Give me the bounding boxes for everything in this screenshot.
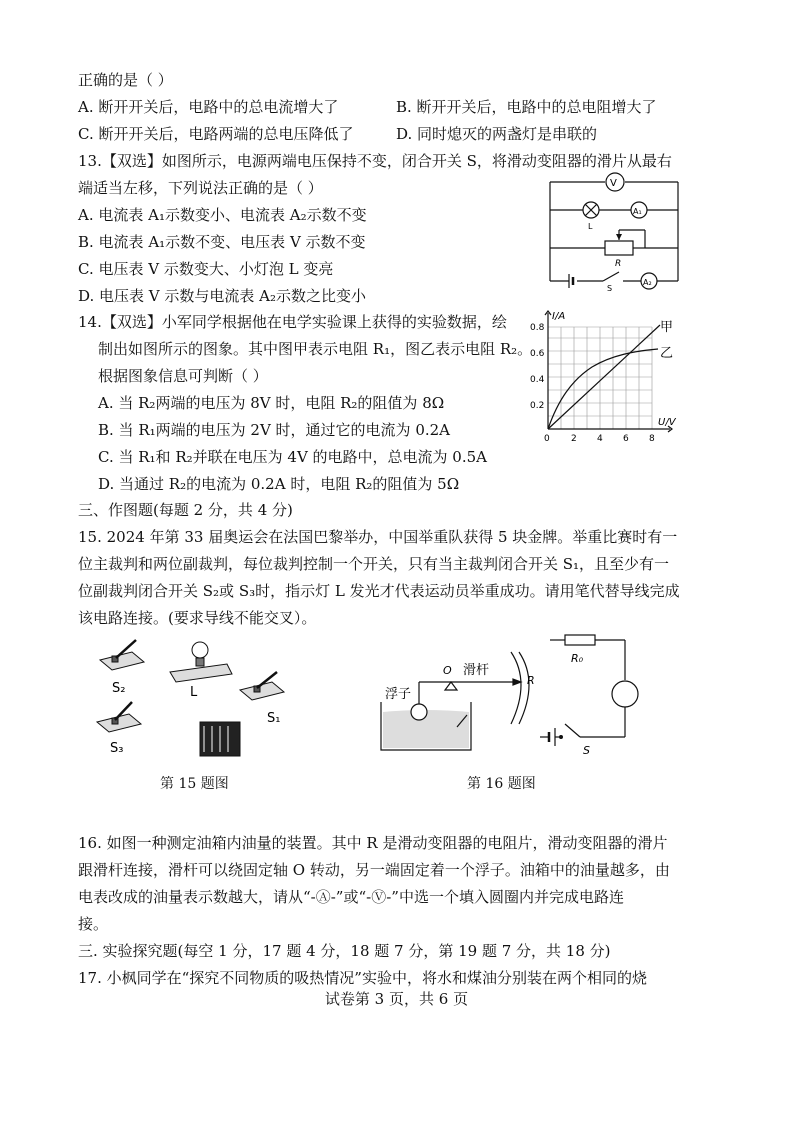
text-line-l4: 端适当左移，下列说法正确的是（ ） xyxy=(78,179,323,197)
text-line-l16: 三、作图题(每题 2 分，共 4 分) xyxy=(78,501,293,519)
fig16-s: S xyxy=(583,744,590,757)
figure-14-graph xyxy=(530,305,690,445)
fig14-xtick-1: 2 xyxy=(571,434,577,444)
text-line-l14: C. 当 R₁和 R₂并联在电压为 4V 的电路中，总电流为 0.5A xyxy=(98,448,487,466)
figure-15-components xyxy=(92,632,302,767)
fig13-l-label: L xyxy=(588,222,593,231)
text-line-l10: 制出如图所示的图象。其中图甲表示电阻 R₁，图乙表示电阻 R₂。 xyxy=(98,340,533,358)
fig13-v-label: V xyxy=(610,178,617,189)
text-line-l5: A. 电流表 A₁示数变小、电流表 A₂示数不变 xyxy=(78,206,367,224)
fig14-xtick-3: 6 xyxy=(623,434,629,444)
text-line-l1b: B. 断开开关后，电路中的总电阻增大了 xyxy=(396,98,657,116)
text-line-l19: 位副裁判闭合开关 S₂或 S₃时，指示灯 L 发光才代表运动员举重成功。请用笔代替导线完成 xyxy=(78,582,680,600)
text-line-l2b: D. 同时熄灭的两盏灯是串联的 xyxy=(396,125,598,143)
figure-13-circuit xyxy=(545,168,685,293)
text-line-l22: 跟滑杆连接，滑杆可以绕固定轴 O 转动，另一端固定着一个浮子。油箱中的油量越多，由 xyxy=(78,861,670,879)
text-line-l9: 14.【双选】小军同学根据他在电学实验课上获得的实验数据，绘 xyxy=(78,313,507,331)
text-line-l15: D. 当通过 R₂的电流为 0.2A 时，电阻 R₂的阻值为 5Ω xyxy=(98,475,460,493)
text-line-l6: B. 电流表 A₁示数不变、电压表 V 示数不变 xyxy=(78,233,366,251)
fig15-s1: S₁ xyxy=(267,711,281,726)
fig14-series-jia: 甲 xyxy=(660,320,674,335)
fig16-o: O xyxy=(443,664,452,677)
page-footer: 试卷第 3 页，共 6 页 xyxy=(324,990,469,1008)
text-line-l24: 接。 xyxy=(78,915,109,933)
fig13-s-label: S xyxy=(607,284,613,293)
fig14-series-yi: 乙 xyxy=(660,346,674,361)
line-yi xyxy=(548,349,658,429)
fig13-r-label: R xyxy=(615,259,622,269)
fig14-ytick-3: 0.8 xyxy=(530,323,545,333)
text-line-l18: 位主裁判和两位副裁判，每位裁判控制一个开关，只有当主裁判闭合开关 S₁，且至少有一 xyxy=(78,555,670,573)
fig16-r0: R₀ xyxy=(571,652,584,665)
text-line-l26: 17. 小枫同学在“探究不同物质的吸热情况”实验中，将水和煤油分别装在两个相同的烧 xyxy=(78,969,647,987)
text-line-l23: 电表改成的油量表示数越大，请从“-Ⓐ-”或“-Ⓥ-”中选一个填入圆圈内并完成电路连 xyxy=(78,888,624,906)
fig13-a2-label: A₂ xyxy=(643,278,652,287)
fig14-xtick-4: 8 xyxy=(649,434,655,444)
text-line-l11: 根据图象信息可判断（ ） xyxy=(98,367,268,385)
text-line-l1a: A. 断开开关后，电路中的总电流增大了 xyxy=(78,98,339,116)
fig14-xtick-2: 4 xyxy=(597,434,603,444)
fig16-rod: 滑杆 xyxy=(463,663,490,678)
text-line-l21: 16. 如图一种测定油箱内油量的装置。其中 R 是滑动变阻器的电阻片，滑动变阻器的滑片 xyxy=(78,834,668,852)
text-line-l0: 正确的是（ ） xyxy=(78,71,173,89)
fig16-r: R xyxy=(527,674,535,687)
text-line-l13: B. 当 R₁两端的电压为 2V 时，通过它的电流为 0.2A xyxy=(98,421,451,439)
text-line-l12: A. 当 R₂两端的电压为 8V 时，电阻 R₂的阻值为 8Ω xyxy=(98,394,445,412)
fig15-l: L xyxy=(190,685,198,700)
fig16-float: 浮子 xyxy=(385,687,412,702)
fig14-ytick-2: 0.6 xyxy=(530,349,545,359)
text-line-l7: C. 电压表 V 示数变大、小灯泡 L 变亮 xyxy=(78,260,334,278)
text-line-l3: 13.【双选】如图所示，电源两端电压保持不变，闭合开关 S，将滑动变阻器的滑片从最右 xyxy=(78,152,672,170)
figure-16-oil-gauge xyxy=(375,632,645,757)
fig15-caption: 第 15 题图 xyxy=(160,776,229,792)
fig14-ylabel: I/A xyxy=(552,311,566,322)
text-line-l25: 三. 实验探究题(每空 1 分，17 题 4 分，18 题 7 分，第 19 题 7 分，共 18 分) xyxy=(78,942,611,960)
fig14-ytick-1: 0.4 xyxy=(530,375,545,385)
fig16-caption: 第 16 题图 xyxy=(467,776,536,792)
fig15-s2: S₂ xyxy=(112,681,126,696)
fig13-a1-label: A₁ xyxy=(633,207,642,216)
fig14-xtick-0: 0 xyxy=(544,434,550,444)
fig15-s3: S₃ xyxy=(110,741,124,756)
fig14-xlabel: U/V xyxy=(658,417,676,428)
fig14-ytick-0: 0.2 xyxy=(530,401,545,411)
text-line-l20: 该电路连接。(要求导线不能交叉）。 xyxy=(78,609,317,627)
text-line-l17: 15. 2024 年第 33 届奥运会在法国巴黎举办，中国举重队获得 5 块金牌。举重比赛时有一 xyxy=(78,528,678,546)
text-line-l8: D. 电压表 V 示数与电流表 A₂示数之比变小 xyxy=(78,287,367,305)
text-line-l2a: C. 断开开关后，电路两端的总电压降低了 xyxy=(78,125,354,143)
